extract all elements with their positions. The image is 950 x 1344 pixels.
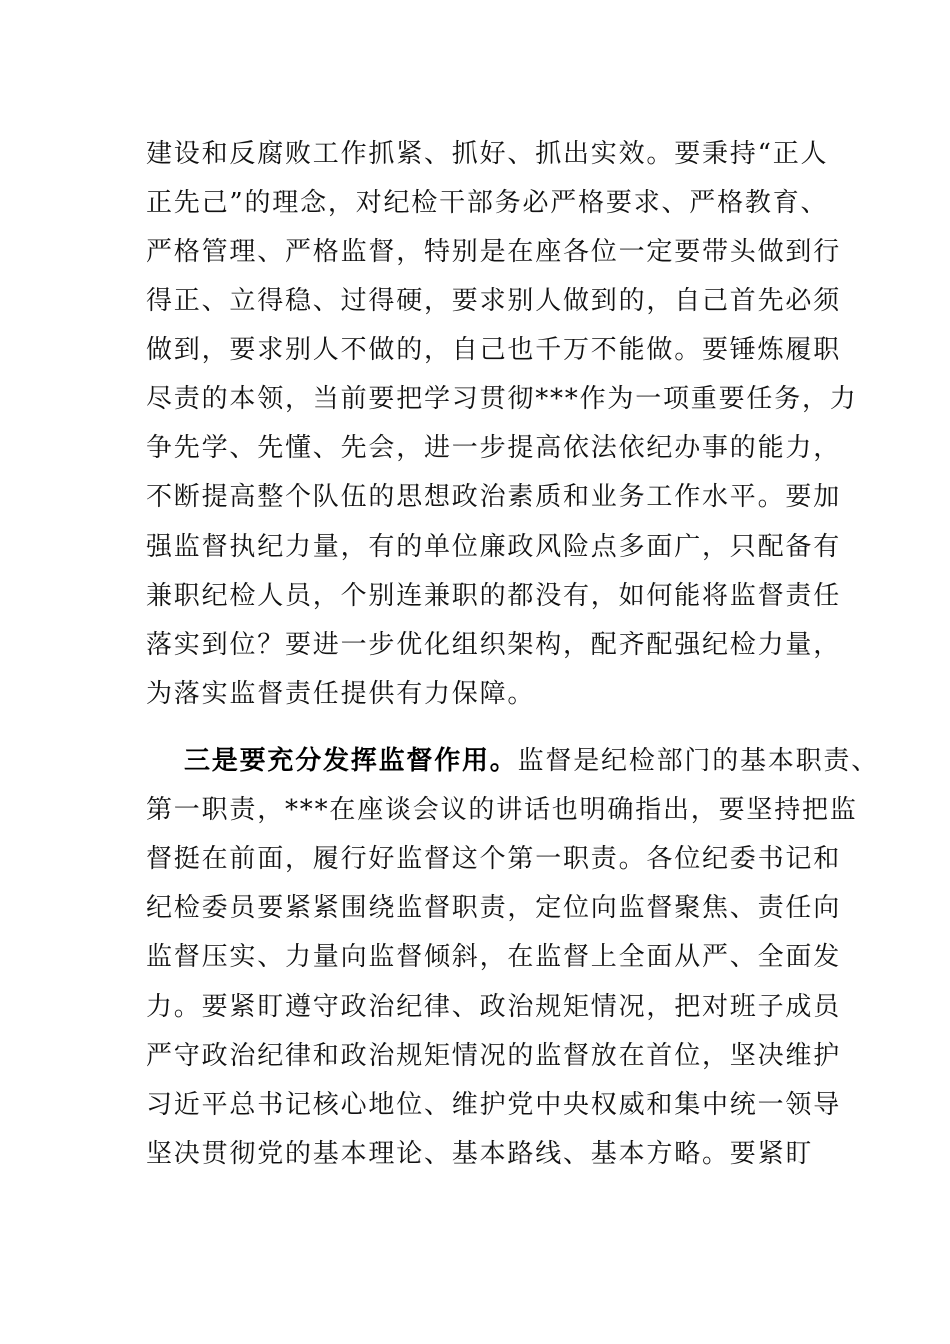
paragraph-1-line-10: 兼职纪检人员，个别连兼职的都没有，如何能将监督责任 bbox=[146, 581, 842, 611]
paragraph-1-line-7: 争先学、先懂、先会，进一步提高依法依纪办事的能力， bbox=[146, 433, 842, 463]
paragraph-1-line-1: 建设和反腐败工作抓紧、抓好、抓出实效。要秉持“正人 bbox=[146, 139, 829, 169]
paragraph-1-line-6: 尽责的本领，当前要把学习贯彻***作为一项重要任务，力 bbox=[146, 384, 858, 414]
paragraph-1-line-2: 正先己”的理念，对纪检干部务必严格要求、严格教育、 bbox=[146, 188, 829, 218]
paragraph-2-line-1 bbox=[184, 741, 879, 781]
paragraph-2-line-8: 习近平总书记核心地位、维护党中央权威和集中统一领导 bbox=[146, 1090, 842, 1120]
paragraph-1-line-11: 落实到位？要进一步优化组织架构，配齐配强纪检力量， bbox=[146, 630, 842, 660]
paragraph-1-line-8: 不断提高整个队伍的思想政治素质和业务工作水平。要加 bbox=[146, 482, 842, 512]
paragraph-1-line-4: 得正、立得稳、过得硬，要求别人做到的，自己首先必须 bbox=[146, 286, 842, 316]
paragraph-2-line-7: 严守政治纪律和政治规矩情况的监督放在首位，坚决维护 bbox=[146, 1041, 842, 1071]
paragraph-2-line-1-text: 监督是纪检部门的基本职责、 bbox=[517, 746, 880, 776]
paragraph-2-line-3: 督挺在前面，履行好监督这个第一职责。各位纪委书记和 bbox=[146, 844, 842, 874]
paragraph-2-line-9: 坚决贯彻党的基本理论、基本路线、基本方略。要紧盯 bbox=[146, 1139, 814, 1169]
paragraph-2-line-6: 力。要紧盯遵守政治纪律、政治规矩情况，把对班子成员 bbox=[146, 992, 842, 1022]
paragraph-2-heading: 三是要充分发挥监督作用。 bbox=[184, 746, 518, 776]
paragraph-2-line-2: 第一职责，***在座谈会议的讲话也明确指出，要坚持把监 bbox=[146, 795, 858, 825]
paragraph-1-line-9: 强监督执纪力量，有的单位廉政风险点多面广，只配备有 bbox=[146, 532, 842, 562]
paragraph-2-line-4: 纪检委员要紧紧围绕监督职责，定位向监督聚焦、责任向 bbox=[146, 893, 842, 923]
paragraph-2-line-5: 监督压实、力量向监督倾斜，在监督上全面从严、全面发 bbox=[146, 942, 842, 972]
paragraph-1-line-12: 为落实监督责任提供有力保障。 bbox=[146, 679, 536, 709]
paragraph-1-line-5: 做到，要求别人不做的，自己也千万不能做。要锤炼履职 bbox=[146, 335, 842, 365]
paragraph-1-line-3: 严格管理、严格监督，特别是在座各位一定要带头做到行 bbox=[146, 237, 842, 267]
